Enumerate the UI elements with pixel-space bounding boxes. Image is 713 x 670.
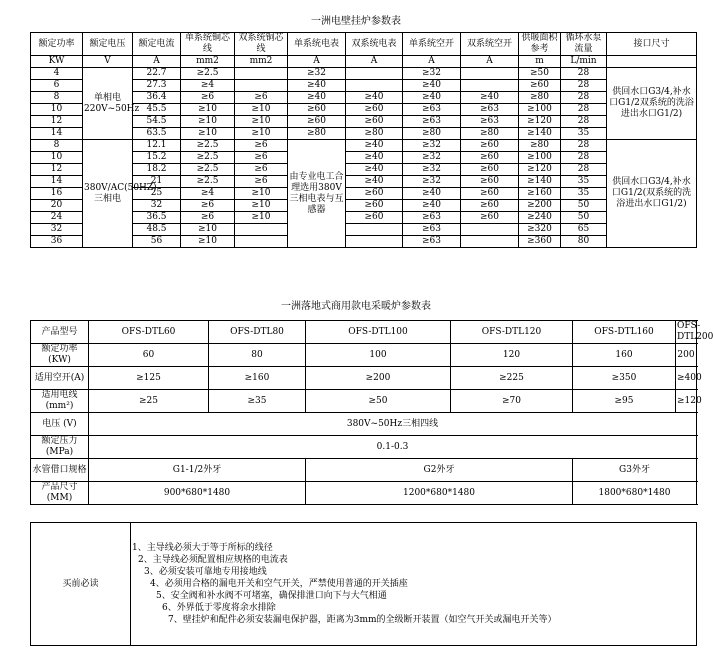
table-cell bbox=[346, 224, 403, 236]
table-cell: ≥40 bbox=[346, 152, 403, 164]
table-cell: ≥6 bbox=[235, 152, 288, 164]
row-label: 产品尺寸(MM) bbox=[31, 482, 89, 505]
table-cell: ≥40 bbox=[346, 92, 403, 104]
table-cell: ≥40 bbox=[346, 140, 403, 152]
table-cell: ≥63 bbox=[403, 104, 461, 116]
table-cell: ≥160 bbox=[519, 188, 561, 200]
table-cell: 25 bbox=[133, 188, 181, 200]
table-cell: 24 bbox=[31, 212, 83, 224]
column-header: 额定电流 bbox=[133, 33, 181, 56]
table-cell: 50 bbox=[561, 200, 607, 212]
table-cell: 27.3 bbox=[133, 80, 181, 92]
unit-cell: V bbox=[83, 56, 133, 68]
table-cell: ≥10 bbox=[181, 116, 235, 128]
table-cell: ≥40 bbox=[403, 188, 461, 200]
table-cell: 36.5 bbox=[133, 212, 181, 224]
header-row bbox=[31, 33, 697, 56]
note-item: 4、必须用合格的漏电开关和空气开关，严禁使用普通的开关插座 bbox=[150, 579, 408, 589]
table-cell: 80 bbox=[561, 236, 607, 248]
voltage-cell: 单相电220V~50Hz bbox=[83, 68, 133, 140]
table-cell: ≥40 bbox=[288, 92, 346, 104]
note-item: 6、外界低于零度将余水排除 bbox=[162, 603, 276, 613]
unit-cell: A bbox=[288, 56, 346, 68]
table-cell: 12 bbox=[31, 116, 83, 128]
table-cell bbox=[235, 68, 288, 80]
table-cell: ≥6 bbox=[235, 92, 288, 104]
table-cell: ≥10 bbox=[235, 104, 288, 116]
meter-note-cell: 由专业电工合理选用380V三相电表与互感器 bbox=[288, 140, 346, 248]
column-header: 单系统铜芯线 bbox=[181, 33, 235, 56]
table-cell bbox=[346, 80, 403, 92]
table-cell: ≥63 bbox=[403, 116, 461, 128]
table-cell bbox=[461, 236, 519, 248]
table-cell bbox=[235, 80, 288, 92]
table-cell: ≥60 bbox=[346, 188, 403, 200]
table-cell: 45.5 bbox=[133, 104, 181, 116]
table-cell: 120 bbox=[451, 344, 573, 367]
column-header: 单系统空开 bbox=[403, 33, 461, 56]
table-cell: ≥60 bbox=[461, 140, 519, 152]
notes-label: 买前必读 bbox=[31, 523, 131, 646]
table-cell: ≥60 bbox=[346, 104, 403, 116]
note-item: 2、主导线必须配置相应规格的电流表 bbox=[138, 555, 288, 565]
notes-row bbox=[31, 523, 697, 646]
unit-cell: A bbox=[461, 56, 519, 68]
table-row bbox=[31, 436, 697, 459]
table-cell: ≥60 bbox=[288, 116, 346, 128]
note-item: 3、必须安装可靠地专用接地线 bbox=[144, 567, 267, 577]
table-cell: ≥60 bbox=[461, 164, 519, 176]
column-header: 单系统电表 bbox=[288, 33, 346, 56]
table-cell: 16 bbox=[31, 188, 83, 200]
table-cell: ≥2.5 bbox=[181, 140, 235, 152]
table-row bbox=[31, 367, 697, 390]
table-cell: 63.5 bbox=[133, 128, 181, 140]
unit-cell: A bbox=[133, 56, 181, 68]
table-cell: 28 bbox=[561, 164, 607, 176]
table-cell: 28 bbox=[561, 68, 607, 80]
table-cell: 12.1 bbox=[133, 140, 181, 152]
table-cell bbox=[346, 68, 403, 80]
table-cell: ≥63 bbox=[403, 212, 461, 224]
floor-boiler-param-table bbox=[30, 320, 713, 505]
table-cell: 28 bbox=[561, 104, 607, 116]
table-cell: ≥32 bbox=[403, 164, 461, 176]
table-cell: ≥10 bbox=[235, 200, 288, 212]
table-cell: ≥10 bbox=[235, 212, 288, 224]
table-cell: ≥100 bbox=[519, 152, 561, 164]
table-cell: 10 bbox=[31, 104, 83, 116]
table-cell: ≥50 bbox=[306, 390, 451, 413]
column-header: 接口尺寸 bbox=[607, 33, 697, 56]
unit-cell: m bbox=[519, 56, 561, 68]
table-cell: 14 bbox=[31, 176, 83, 188]
table-cell: ≥80 bbox=[519, 92, 561, 104]
table-cell: ≥350 bbox=[573, 367, 676, 390]
table-cell: ≥10 bbox=[235, 116, 288, 128]
row-label: 适用空开(A) bbox=[31, 367, 89, 390]
table-cell: ≥63 bbox=[403, 236, 461, 248]
table-cell: ≥2.5 bbox=[181, 68, 235, 80]
table-row bbox=[31, 413, 697, 436]
table-cell: ≥32 bbox=[403, 140, 461, 152]
table-cell: OFS-DTL160 bbox=[573, 321, 676, 344]
table-cell: 380V~50Hz三相四线 bbox=[89, 413, 697, 436]
table-cell: ≥6 bbox=[181, 92, 235, 104]
table2-title: 一洲落地式商用款电采暖炉参数表 bbox=[281, 301, 431, 312]
unit-cell: mm2 bbox=[181, 56, 235, 68]
table-cell: G3外牙 bbox=[573, 459, 697, 482]
notes-table bbox=[30, 522, 697, 646]
table-cell: G1-1/2外牙 bbox=[89, 459, 306, 482]
table-cell: ≥32 bbox=[403, 152, 461, 164]
table-cell: ≥40 bbox=[346, 164, 403, 176]
table-row bbox=[31, 321, 697, 344]
table-cell: ≥2.5 bbox=[181, 176, 235, 188]
table-cell: 20 bbox=[31, 200, 83, 212]
table-cell: 10 bbox=[31, 152, 83, 164]
table-cell: ≥60 bbox=[461, 212, 519, 224]
table-cell: 22.7 bbox=[133, 68, 181, 80]
table-cell bbox=[461, 68, 519, 80]
table-cell: ≥320 bbox=[519, 224, 561, 236]
table-cell: 65 bbox=[561, 224, 607, 236]
table-cell: ≥10 bbox=[235, 188, 288, 200]
table-cell bbox=[461, 80, 519, 92]
table-cell: ≥4 bbox=[181, 188, 235, 200]
table-row bbox=[31, 344, 697, 367]
table-cell: ≥60 bbox=[346, 116, 403, 128]
table-cell: ≥60 bbox=[288, 104, 346, 116]
table-cell: ≥120 bbox=[676, 390, 697, 413]
table-cell: 28 bbox=[561, 140, 607, 152]
table-cell: 12 bbox=[31, 164, 83, 176]
table-cell: ≥25 bbox=[89, 390, 209, 413]
table-cell: ≥63 bbox=[461, 116, 519, 128]
table-cell: OFS-DTL60 bbox=[89, 321, 209, 344]
row-label: 水管借口规格 bbox=[31, 459, 89, 482]
table-cell: ≥32 bbox=[403, 176, 461, 188]
table-cell: OFS-DTL200 bbox=[677, 321, 713, 342]
table-cell: ≥40 bbox=[346, 176, 403, 188]
table-cell: 0.1-0.3 bbox=[89, 436, 697, 459]
column-header: 供暖面积参考 bbox=[519, 33, 561, 56]
table-cell: ≥63 bbox=[403, 224, 461, 236]
table-cell: ≥40 bbox=[461, 92, 519, 104]
table-cell: ≥125 bbox=[89, 367, 209, 390]
table-cell: ≥2.5 bbox=[181, 164, 235, 176]
table-cell: ≥120 bbox=[519, 164, 561, 176]
table-cell: ≥100 bbox=[519, 104, 561, 116]
table-cell: ≥60 bbox=[346, 212, 403, 224]
row-label: 产品型号 bbox=[31, 321, 89, 344]
wall-boiler-param-table bbox=[30, 32, 697, 248]
table-cell: 28 bbox=[561, 152, 607, 164]
table-cell: ≥40 bbox=[288, 80, 346, 92]
unit-cell: L/min bbox=[561, 56, 607, 68]
table-cell: 28 bbox=[561, 80, 607, 92]
table-cell: ≥10 bbox=[181, 236, 235, 248]
table-cell: 14 bbox=[31, 128, 83, 140]
table-cell: 60 bbox=[89, 344, 209, 367]
table-cell: ≥6 bbox=[235, 140, 288, 152]
notes-list bbox=[131, 523, 697, 646]
table-cell: 18.2 bbox=[133, 164, 181, 176]
table-cell: 50 bbox=[561, 212, 607, 224]
unit-cell: KW bbox=[31, 56, 83, 68]
unit-cell bbox=[607, 56, 697, 68]
unit-row bbox=[31, 56, 697, 68]
table-cell: 80 bbox=[209, 344, 306, 367]
table-cell: ≥60 bbox=[461, 200, 519, 212]
table-cell: ≥60 bbox=[461, 176, 519, 188]
table-cell: 56 bbox=[133, 236, 181, 248]
table-cell: ≥200 bbox=[306, 367, 451, 390]
voltage-cell: 380V/AC(50HZ)三相电 bbox=[83, 140, 133, 248]
table-cell: 15.2 bbox=[133, 152, 181, 164]
table-cell: ≥70 bbox=[451, 390, 573, 413]
table-cell: 32 bbox=[133, 200, 181, 212]
table-cell: 48.5 bbox=[133, 224, 181, 236]
column-header: 双系统电表 bbox=[346, 33, 403, 56]
table-cell: ≥60 bbox=[461, 152, 519, 164]
table-row bbox=[31, 459, 697, 482]
table-cell: ≥80 bbox=[403, 128, 461, 140]
table-cell: ≥400 bbox=[676, 367, 697, 390]
table-cell: ≥40 bbox=[403, 92, 461, 104]
table-cell: ≥140 bbox=[519, 128, 561, 140]
unit-cell: mm2 bbox=[235, 56, 288, 68]
table-cell: ≥63 bbox=[461, 104, 519, 116]
table-cell: 100 bbox=[306, 344, 451, 367]
table-cell: ≥6 bbox=[181, 200, 235, 212]
table-cell: 160 bbox=[573, 344, 676, 367]
table-cell: 200 bbox=[676, 344, 697, 367]
table-cell bbox=[235, 236, 288, 248]
table-cell: ≥80 bbox=[519, 140, 561, 152]
table-cell: ≥120 bbox=[519, 116, 561, 128]
table-cell: ≥10 bbox=[181, 104, 235, 116]
table-cell: ≥32 bbox=[403, 68, 461, 80]
table-cell: ≥360 bbox=[519, 236, 561, 248]
unit-cell: A bbox=[403, 56, 461, 68]
table-cell: 35 bbox=[561, 188, 607, 200]
table-cell: 54.5 bbox=[133, 116, 181, 128]
table-cell: 35 bbox=[561, 128, 607, 140]
table-cell: 1200*680*1480 bbox=[306, 482, 573, 505]
row-label: 电压 (V) bbox=[31, 413, 89, 436]
note-item: 1、主导线必须大于等于所标的线径 bbox=[132, 543, 273, 553]
table-cell: 8 bbox=[31, 140, 83, 152]
table1-title: 一洲电壁挂炉参数表 bbox=[311, 16, 401, 27]
table-cell: ≥80 bbox=[346, 128, 403, 140]
table-cell: ≥6 bbox=[235, 176, 288, 188]
table-cell: ≥140 bbox=[519, 176, 561, 188]
table-cell bbox=[346, 236, 403, 248]
column-header: 双系统空开 bbox=[461, 33, 519, 56]
table-cell: 35 bbox=[561, 176, 607, 188]
row-label: 额定压力(MPa) bbox=[31, 436, 89, 459]
table-cell: 28 bbox=[561, 116, 607, 128]
table-cell: ≥95 bbox=[573, 390, 676, 413]
table-cell: ≥240 bbox=[519, 212, 561, 224]
table-cell: ≥60 bbox=[519, 80, 561, 92]
table-cell: 4 bbox=[31, 68, 83, 80]
table-cell: ≥6 bbox=[181, 212, 235, 224]
interface-cell: 供回水口G3/4,补水口G1/2双系统的洗浴进出水口G1/2) bbox=[607, 68, 697, 140]
table-cell: 900*680*1480 bbox=[89, 482, 306, 505]
note-item: 7、壁挂炉和配件必须安装漏电保护器，距离为3mm的全级断开装置（如空气开关或漏电开关等） bbox=[168, 615, 557, 625]
table-cell: ≥4 bbox=[181, 80, 235, 92]
table-row bbox=[31, 390, 697, 413]
table-cell: ≥200 bbox=[519, 200, 561, 212]
table-cell: 28 bbox=[561, 92, 607, 104]
table-cell: ≥50 bbox=[519, 68, 561, 80]
note-item: 5、安全阀和补水阀不可堵塞，确保排泄口向下与大气相通 bbox=[156, 591, 387, 601]
table-cell: ≥60 bbox=[461, 188, 519, 200]
column-header: 额定电压 bbox=[83, 33, 133, 56]
table-cell bbox=[235, 224, 288, 236]
table-cell: 8 bbox=[31, 92, 83, 104]
table-cell: ≥10 bbox=[181, 224, 235, 236]
table-cell: ≥32 bbox=[288, 68, 346, 80]
table-cell: OFS-DTL100 bbox=[306, 321, 451, 344]
column-header: 循环水泵流量 bbox=[561, 33, 607, 56]
table-cell: ≥10 bbox=[181, 128, 235, 140]
table-cell: 32 bbox=[31, 224, 83, 236]
table-cell: ≥40 bbox=[403, 80, 461, 92]
table-cell: OFS-DTL120 bbox=[451, 321, 573, 344]
unit-cell: A bbox=[346, 56, 403, 68]
column-header: 双系统铜芯线 bbox=[235, 33, 288, 56]
table-cell bbox=[461, 224, 519, 236]
table-cell: 36 bbox=[31, 236, 83, 248]
table-row bbox=[31, 482, 697, 505]
table-cell: 1800*680*1480 bbox=[573, 482, 697, 505]
table-cell: 21 bbox=[133, 176, 181, 188]
row-label: 适用电线(mm²) bbox=[31, 390, 89, 413]
table-cell: ≥160 bbox=[209, 367, 306, 390]
table-cell: G2外牙 bbox=[306, 459, 573, 482]
table-cell: ≥10 bbox=[235, 128, 288, 140]
table-cell: ≥60 bbox=[346, 200, 403, 212]
row-label: 额定功率(KW) bbox=[31, 344, 89, 367]
table-cell: ≥225 bbox=[451, 367, 573, 390]
interface-cell: 供回水口G3/4,补水口G1/2(双系统的洗浴进出水口G1/2) bbox=[607, 140, 697, 248]
table-cell: 6 bbox=[31, 80, 83, 92]
table-cell: ≥80 bbox=[288, 128, 346, 140]
table-row bbox=[31, 68, 697, 80]
table-cell: 36.4 bbox=[133, 92, 181, 104]
table-cell: ≥6 bbox=[235, 164, 288, 176]
table-cell: OFS-DTL80 bbox=[209, 321, 306, 344]
table-row bbox=[31, 140, 697, 152]
table-cell: ≥2.5 bbox=[181, 152, 235, 164]
table-cell: ≥80 bbox=[461, 128, 519, 140]
table-cell: ≥35 bbox=[209, 390, 306, 413]
table-cell: ≥40 bbox=[403, 200, 461, 212]
column-header: 额定功率 bbox=[31, 33, 83, 56]
